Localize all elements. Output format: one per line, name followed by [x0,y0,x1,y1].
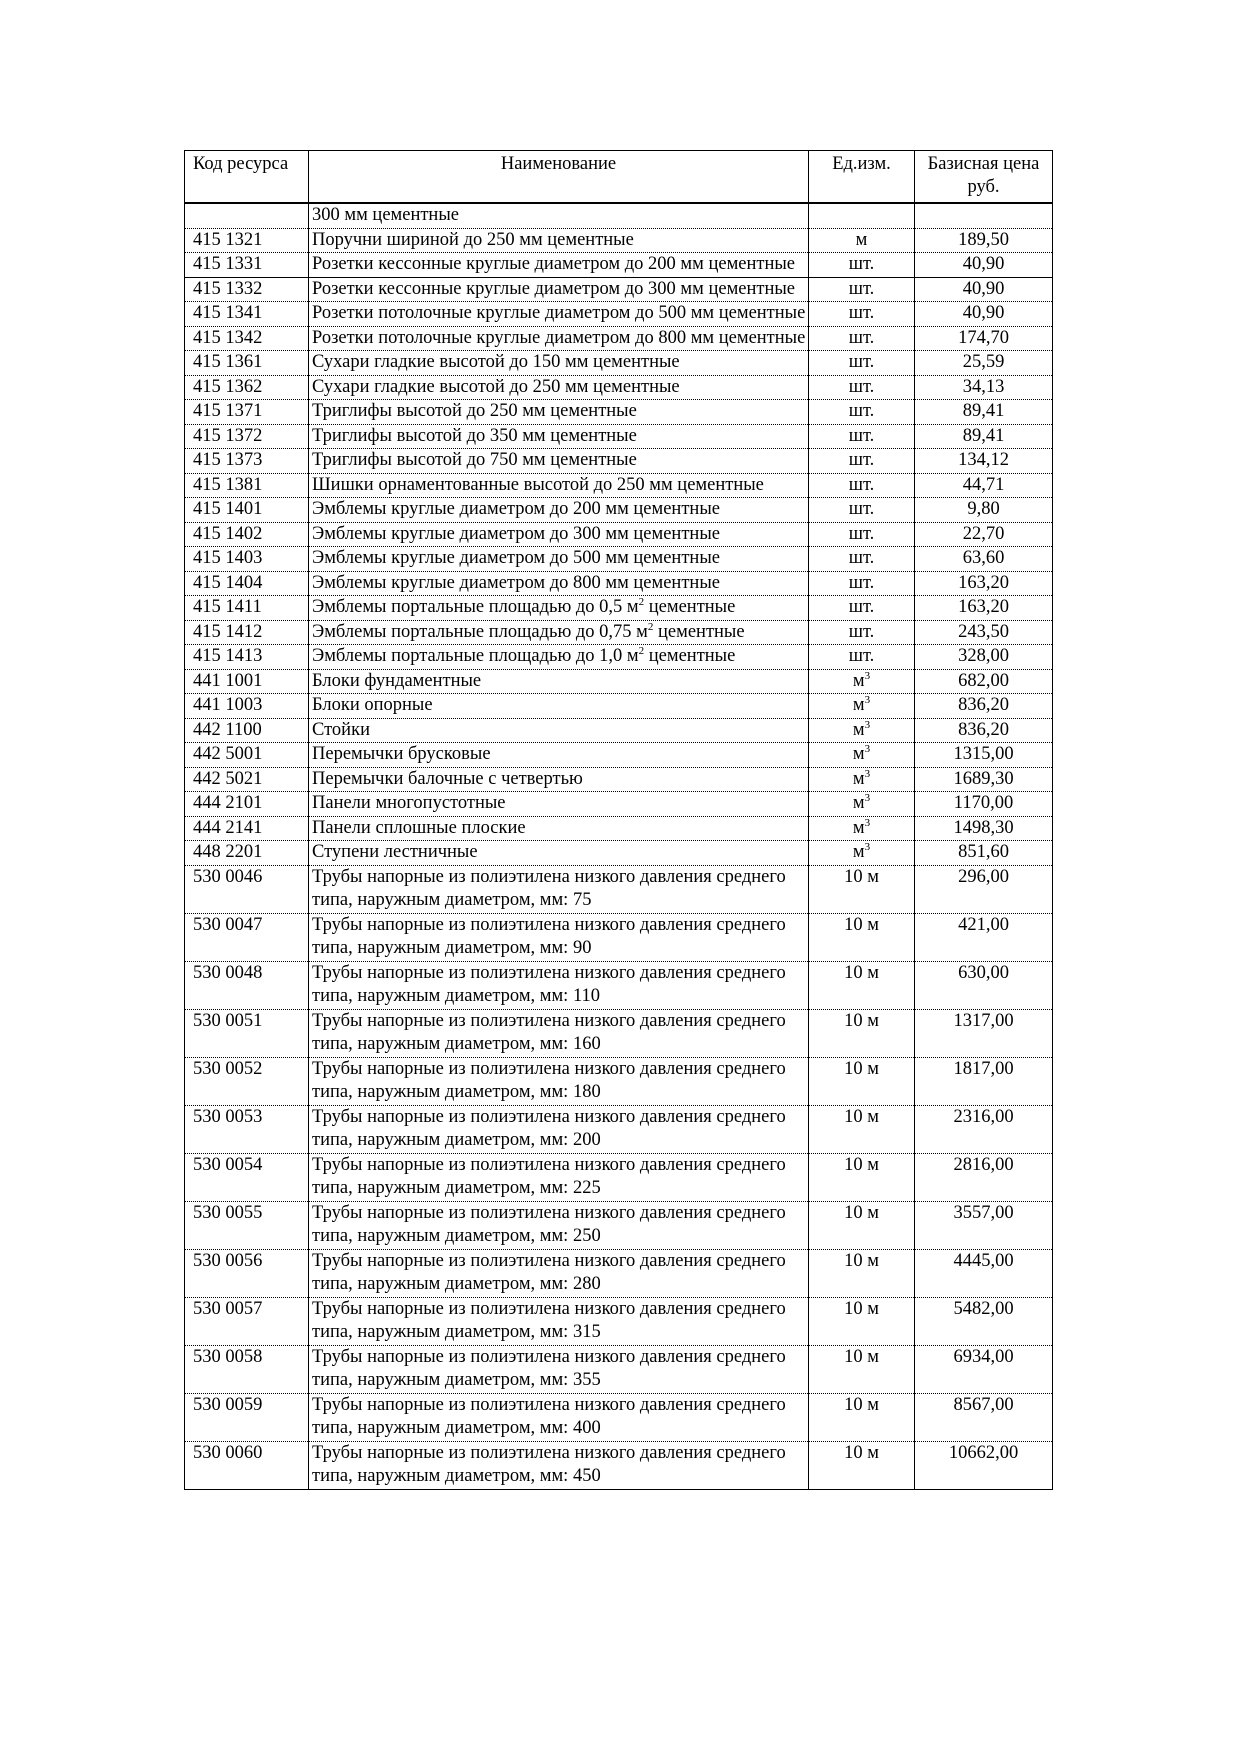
cell-code: 530 0053 [185,1105,309,1153]
cell-code: 444 2141 [185,816,309,841]
table-row [185,961,1053,1009]
cell-code: 530 0047 [185,913,309,961]
cell-code: 415 1373 [185,449,309,474]
cell-unit: 10 м [809,1249,915,1297]
cell-name: Розетки потолочные круглые диаметром до 500 мм цементные [309,302,809,327]
cell-unit-superscript: 3 [864,743,871,755]
cell-unit-text: м [852,744,865,764]
cell-price: 682,00 [915,669,1053,694]
cell-name: Панели сплошные плоские [309,816,809,841]
cell-name: Триглифы высотой до 350 мм цементные [309,424,809,449]
cell-price: 40,90 [915,253,1053,278]
cell-code: 530 0056 [185,1249,309,1297]
cell-unit: шт. [809,522,915,547]
cell-code: 442 1100 [185,718,309,743]
table-row [185,277,1053,302]
cell-unit: 10 м [809,913,915,961]
resource-price-table [184,150,1053,1490]
cell-name: Панели многопустотные [309,792,809,817]
table-row [185,326,1053,351]
cell-code: 530 0046 [185,865,309,913]
cell-unit-superscript: 3 [864,841,871,853]
cell-price: 44,71 [915,473,1053,498]
table-row [185,522,1053,547]
cell-unit: 10 м [809,1345,915,1393]
cell-unit-superscript: 3 [864,669,871,682]
cell-unit: шт. [809,351,915,376]
cell-price: 34,13 [915,375,1053,400]
header-unit: Ед.изм. [809,151,915,204]
cell-code: 415 1342 [185,326,309,351]
cell-code: 530 0055 [185,1201,309,1249]
cell-price: 1170,00 [915,792,1053,817]
cell-price: 89,41 [915,400,1053,425]
table-row [185,498,1053,523]
cell-code: 415 1372 [185,424,309,449]
cell-price: 89,41 [915,424,1053,449]
cell-unit: шт. [809,498,915,523]
table-row [185,1009,1053,1057]
cell-price: 1817,00 [915,1057,1053,1105]
table-body [185,203,1053,1489]
cell-price: 1317,00 [915,1009,1053,1057]
cell-unit-superscript: 3 [864,767,871,780]
cell-unit: м [809,228,915,253]
cell-code: 530 0054 [185,1153,309,1201]
cell-name: Эмблемы круглые диаметром до 500 мм цементные [309,547,809,572]
cell-name: Розетки потолочные круглые диаметром до 800 мм цементные [309,326,809,351]
cell-unit-text: м [852,793,865,813]
cell-price: 1498,30 [915,816,1053,841]
table-row [185,400,1053,425]
header-price: Базисная цена руб. [915,151,1053,204]
cell-code: 441 1001 [185,669,309,694]
cell-code: 415 1403 [185,547,309,572]
cell-price: 851,60 [915,841,1053,866]
cell-unit: 10 м [809,961,915,1009]
table-row [185,1441,1053,1489]
table-row [185,743,1053,768]
cell-unit-text: м [852,719,865,740]
cell-unit: 10 м [809,1105,915,1153]
table-row [185,792,1053,817]
cell-unit: шт. [809,326,915,351]
cell-price: 1315,00 [915,743,1053,768]
cell-unit-text: м [852,695,865,715]
cell-code: 415 1331 [185,253,309,278]
cell-price: 836,20 [915,718,1053,743]
table-row [185,203,1053,228]
cell-code: 415 1402 [185,522,309,547]
table-row [185,351,1053,376]
cell-unit: 10 м [809,1201,915,1249]
cell-code: 415 1404 [185,571,309,596]
cell-price: 5482,00 [915,1297,1053,1345]
cell-unit: шт. [809,645,915,670]
cell-code: 415 1361 [185,351,309,376]
cell-unit-text: м [852,670,865,691]
cell-name: Блоки опорные [309,694,809,719]
cell-name: Перемычки брусковые [309,743,809,768]
cell-name: Эмблемы круглые диаметром до 300 мм цементные [309,522,809,547]
cell-name: Трубы напорные из полиэтилена низкого давления среднего типа, наружным диаметром, мм: 400 [309,1393,809,1441]
cell-unit: 10 м [809,1393,915,1441]
table-row [185,767,1053,792]
cell-unit: шт. [809,400,915,425]
cell-price: 163,20 [915,596,1053,621]
table-row [185,253,1053,278]
cell-price: 25,59 [915,351,1053,376]
cell-unit: шт. [809,620,915,645]
cell-code: 415 1411 [185,596,309,621]
cell-unit: шт. [809,424,915,449]
cell-unit: шт. [809,449,915,474]
cell-price: 10662,00 [915,1441,1053,1489]
table-row [185,620,1053,645]
cell-price: 243,50 [915,620,1053,645]
cell-name-text: Эмблемы портальные площадью до 0,75 м [312,621,648,642]
cell-unit-superscript: 3 [864,816,871,829]
cell-price: 6934,00 [915,1345,1053,1393]
cell-code: 530 0058 [185,1345,309,1393]
cell-unit: 10 м [809,1153,915,1201]
table-row [185,865,1053,913]
cell-name: Трубы напорные из полиэтилена низкого давления среднего типа, наружным диаметром, мм: 160 [309,1009,809,1057]
cell-name-superscript: 2 [638,596,645,608]
cell-name-tail: цементные [644,597,736,617]
cell-name: Розетки кессонные круглые диаметром до 200 мм цементные [309,253,809,278]
table-row [185,547,1053,572]
cell-unit [809,694,915,719]
table-row [185,913,1053,961]
cell-name: Поручни шириной до 250 мм цементные [309,228,809,253]
table-header [185,151,1053,204]
cell-price: 134,12 [915,449,1053,474]
cell-name [309,645,809,670]
cell-unit: шт. [809,571,915,596]
cell-unit-text: м [852,768,865,789]
cell-price: 189,50 [915,228,1053,253]
table-row [185,645,1053,670]
cell-code: 415 1401 [185,498,309,523]
cell-code: 415 1341 [185,302,309,327]
cell-code: 442 5021 [185,767,309,792]
cell-name: Трубы напорные из полиэтилена низкого давления среднего типа, наружным диаметром, мм: 180 [309,1057,809,1105]
cell-name: Перемычки балочные с четвертью [309,767,809,792]
cell-unit: шт. [809,302,915,327]
table-row [185,1105,1053,1153]
cell-code: 415 1371 [185,400,309,425]
table-row [185,302,1053,327]
cell-code: 530 0048 [185,961,309,1009]
cell-unit [809,743,915,768]
table-row [185,816,1053,841]
cell-unit: шт. [809,547,915,572]
cell-unit: 10 м [809,1441,915,1489]
cell-name: Блоки фундаментные [309,669,809,694]
cell-unit: 10 м [809,865,915,913]
cell-price: 22,70 [915,522,1053,547]
cell-name-tail: цементные [653,621,745,642]
cell-code: 530 0060 [185,1441,309,1489]
cell-name: Трубы напорные из полиэтилена низкого давления среднего типа, наружным диаметром, мм: 355 [309,1345,809,1393]
cell-name: Триглифы высотой до 250 мм цементные [309,400,809,425]
header-code: Код ресурса [185,151,309,204]
cell-code: 415 1332 [185,277,309,302]
cell-price: 836,20 [915,694,1053,719]
cell-unit [809,816,915,841]
cell-name-superscript: 2 [638,645,645,657]
table-row [185,596,1053,621]
cell-unit-text: м [852,842,865,862]
table-row [185,1345,1053,1393]
cell-name-tail: цементные [644,646,736,666]
cell-price: 8567,00 [915,1393,1053,1441]
cell-price: 2316,00 [915,1105,1053,1153]
cell-unit: 10 м [809,1057,915,1105]
cell-name: Сухари гладкие высотой до 250 мм цементные [309,375,809,400]
cell-unit [809,669,915,694]
cell-name: Трубы напорные из полиэтилена низкого давления среднего типа, наружным диаметром, мм: 200 [309,1105,809,1153]
cell-name: Ступени лестничные [309,841,809,866]
table-row [185,1297,1053,1345]
table-row [185,1249,1053,1297]
table-row [185,449,1053,474]
cell-price: 3557,00 [915,1201,1053,1249]
cell-price: 163,20 [915,571,1053,596]
header-name: Наименование [309,151,809,204]
cell-unit [809,767,915,792]
cell-code: 441 1003 [185,694,309,719]
cell-name: Трубы напорные из полиэтилена низкого давления среднего типа, наружным диаметром, мм: 280 [309,1249,809,1297]
cell-price: 63,60 [915,547,1053,572]
cell-unit: шт. [809,596,915,621]
cell-code: 415 1381 [185,473,309,498]
cell-price: 40,90 [915,277,1053,302]
table-row [185,1393,1053,1441]
table-row [185,228,1053,253]
cell-name-superscript: 2 [647,620,654,633]
cell-name: Эмблемы круглые диаметром до 800 мм цементные [309,571,809,596]
cell-price: 40,90 [915,302,1053,327]
cell-code: 530 0052 [185,1057,309,1105]
header-row [185,151,1053,204]
cell-unit-text: м [852,817,865,838]
cell-price: 296,00 [915,865,1053,913]
cell-code: 442 5001 [185,743,309,768]
cell-unit: шт. [809,375,915,400]
cell-name: Сухари гладкие высотой до 150 мм цементные [309,351,809,376]
cell-name: Трубы напорные из полиэтилена низкого давления среднего типа, наружным диаметром, мм: 110 [309,961,809,1009]
cell-name: Эмблемы круглые диаметром до 200 мм цементные [309,498,809,523]
cell-price [915,203,1053,228]
table-row [185,473,1053,498]
cell-name: Розетки кессонные круглые диаметром до 300 мм цементные [309,277,809,302]
table-row [185,669,1053,694]
cell-code: 415 1412 [185,620,309,645]
cell-unit [809,718,915,743]
table-row [185,375,1053,400]
cell-name: Трубы напорные из полиэтилена низкого давления среднего типа, наружным диаметром, мм: 450 [309,1441,809,1489]
table-row [185,1057,1053,1105]
table-row [185,424,1053,449]
cell-name [309,596,809,621]
cell-name: Трубы напорные из полиэтилена низкого давления среднего типа, наружным диаметром, мм: 250 [309,1201,809,1249]
cell-name: Шишки орнаментованные высотой до 250 мм цементные [309,473,809,498]
table-row [185,1201,1053,1249]
table-row [185,571,1053,596]
cell-code: 530 0051 [185,1009,309,1057]
cell-name [309,620,809,645]
cell-code: 530 0057 [185,1297,309,1345]
cell-code: 415 1413 [185,645,309,670]
cell-code: 415 1362 [185,375,309,400]
cell-code: 415 1321 [185,228,309,253]
cell-price: 421,00 [915,913,1053,961]
cell-unit: шт. [809,473,915,498]
cell-name: Трубы напорные из полиэтилена низкого давления среднего типа, наружным диаметром, мм: 90 [309,913,809,961]
cell-price: 1689,30 [915,767,1053,792]
cell-name: Стойки [309,718,809,743]
table-row [185,841,1053,866]
cell-name: Триглифы высотой до 750 мм цементные [309,449,809,474]
cell-unit-superscript: 3 [864,694,871,706]
cell-unit: шт. [809,277,915,302]
cell-unit: 10 м [809,1297,915,1345]
cell-code: 530 0059 [185,1393,309,1441]
cell-unit [809,792,915,817]
cell-unit: шт. [809,253,915,278]
cell-price: 9,80 [915,498,1053,523]
cell-name: 300 мм цементные [309,203,809,228]
cell-name: Трубы напорные из полиэтилена низкого давления среднего типа, наружным диаметром, мм: 225 [309,1153,809,1201]
table-row [185,718,1053,743]
cell-price: 174,70 [915,326,1053,351]
cell-name: Трубы напорные из полиэтилена низкого давления среднего типа, наружным диаметром, мм: 315 [309,1297,809,1345]
cell-price: 630,00 [915,961,1053,1009]
cell-price: 328,00 [915,645,1053,670]
cell-code: 448 2201 [185,841,309,866]
cell-unit [809,841,915,866]
cell-name-text: Эмблемы портальные площадью до 1,0 м [312,646,639,666]
cell-name-text: Эмблемы портальные площадью до 0,5 м [312,597,639,617]
table-row [185,694,1053,719]
cell-price: 2816,00 [915,1153,1053,1201]
table-row [185,1153,1053,1201]
cell-code: 444 2101 [185,792,309,817]
cell-code [185,203,309,228]
cell-price: 4445,00 [915,1249,1053,1297]
cell-unit: 10 м [809,1009,915,1057]
cell-unit-superscript: 3 [864,792,871,804]
cell-name: Трубы напорные из полиэтилена низкого давления среднего типа, наружным диаметром, мм: 75 [309,865,809,913]
cell-unit [809,203,915,228]
cell-unit-superscript: 3 [864,718,871,731]
